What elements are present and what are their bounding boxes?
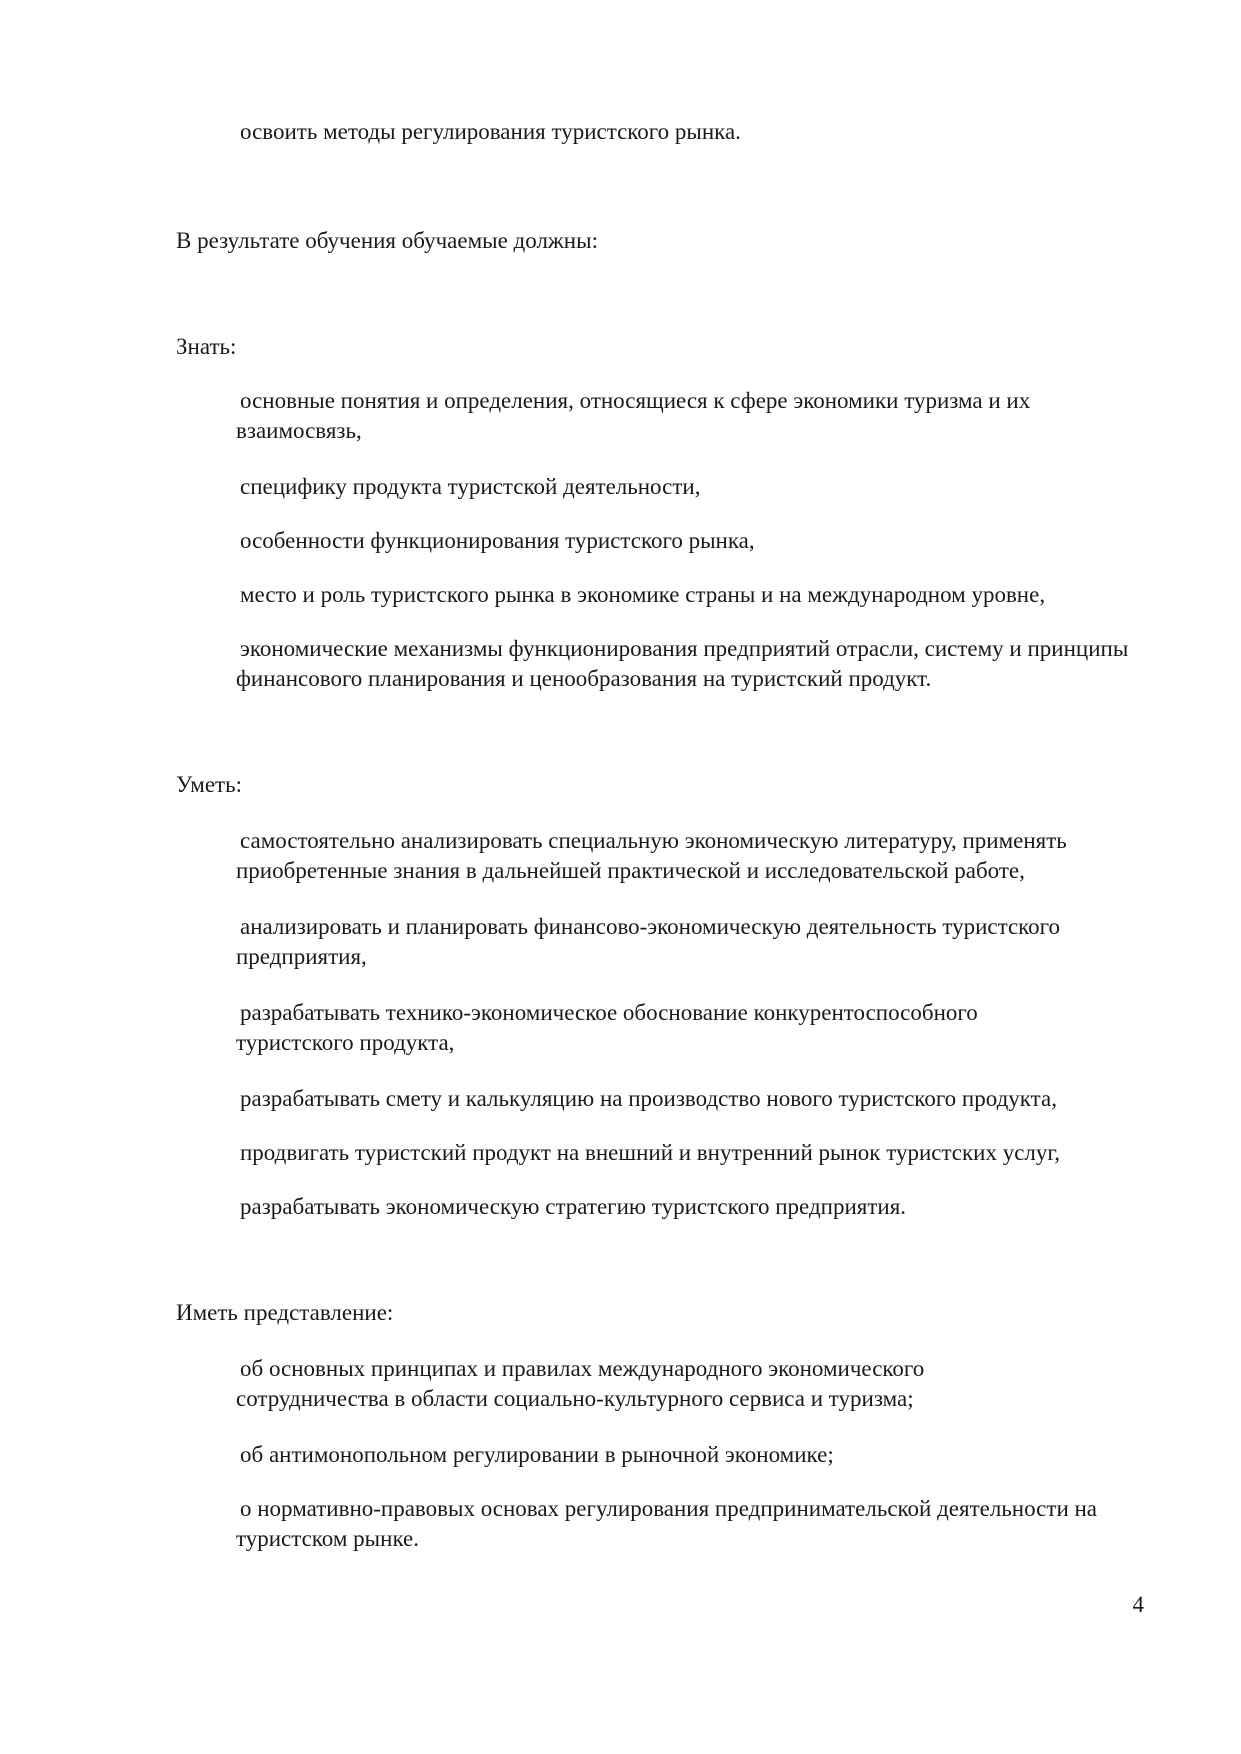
know-item: место и роль туристского рынка в экономике страны и на международном уровне, xyxy=(240,582,1046,607)
know-item: основные понятия и определения, относящиеся к сфере экономики туризма и их взаимосвязь, xyxy=(236,388,1031,443)
intro-item: освоить методы регулирования туристского рынка. xyxy=(240,119,741,144)
awareness-heading: Иметь представление: xyxy=(176,1300,394,1325)
skills-item: разрабатывать смету и калькуляцию на производство нового туристского продукта, xyxy=(240,1086,1057,1111)
awareness-item: о нормативно-правовых основах регулирования предпринимательской деятельности на туристском рынке. xyxy=(236,1496,1098,1551)
skills-item: самостоятельно анализировать специальную экономическую литературу, применять приобретенные знания в дальнейшей практической и исследовательской работе, xyxy=(236,828,1067,883)
know-item: экономические механизмы функционирования предприятий отрасли, систему и принципы финансового планирования и ценообразования на туристский продукт. xyxy=(236,636,1129,691)
skills-item: анализировать и планировать финансово-экономическую деятельность туристского предприятия, xyxy=(236,914,1061,969)
awareness-item: об основных принципах и правилах международного экономического сотрудничества в области социально-культурного сервиса и туризма; xyxy=(236,1356,925,1411)
skills-heading: Уметь: xyxy=(176,772,242,797)
skills-item: разрабатывать экономическую стратегию туристского предприятия. xyxy=(240,1194,907,1219)
result-intro: В результате обучения обучаемые должны: xyxy=(176,228,598,253)
skills-item: разрабатывать технико-экономическое обоснование конкурентоспособного туристского продукта, xyxy=(236,1000,978,1055)
awareness-item: об антимонопольном регулировании в рыночной экономике; xyxy=(240,1442,834,1467)
page-number: 4 xyxy=(1132,1592,1144,1617)
know-heading: Знать: xyxy=(176,334,237,359)
skills-item: продвигать туристский продукт на внешний и внутренний рынок туристских услуг, xyxy=(240,1140,1061,1165)
know-item: особенности функционирования туристского рынка, xyxy=(240,528,755,553)
know-item: специфику продукта туристской деятельности, xyxy=(240,474,701,499)
